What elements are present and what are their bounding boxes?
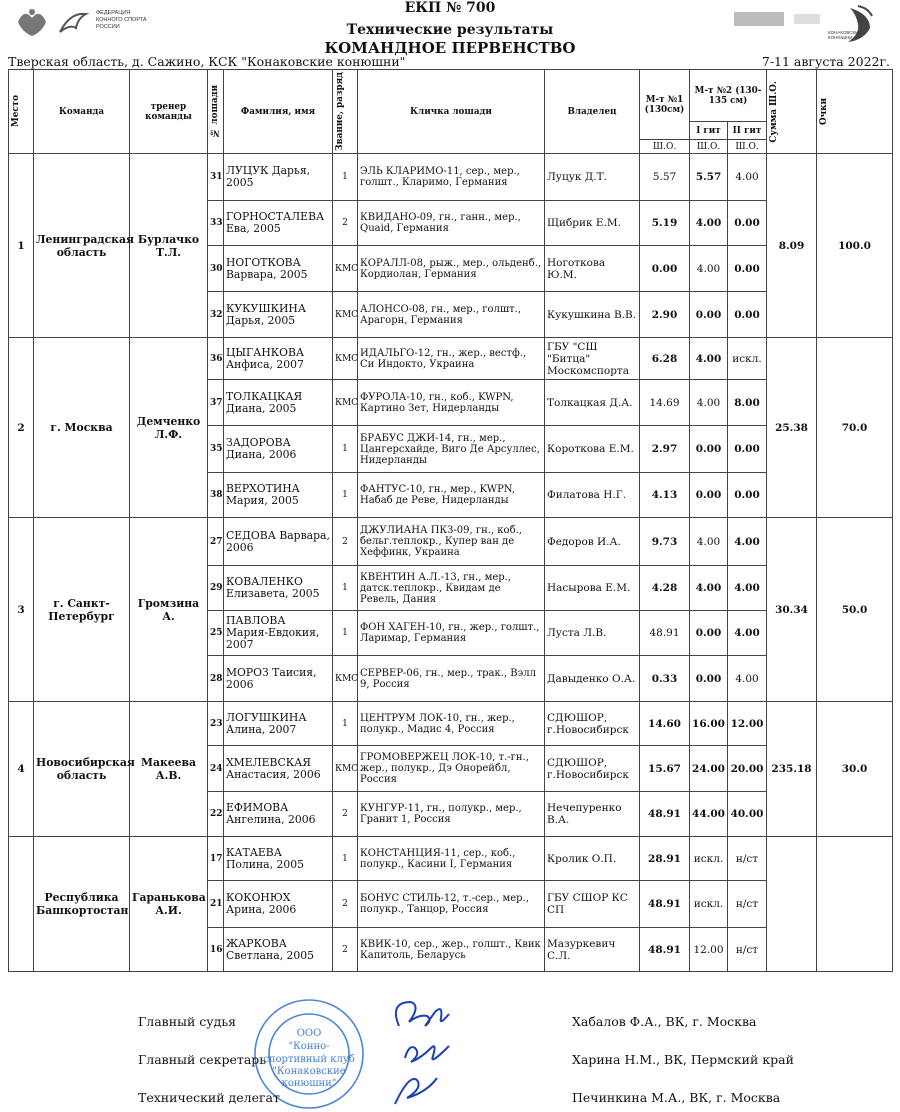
- m2-round2-penalties: 40.00: [728, 792, 767, 837]
- horse-info: КОНСТАНЦИЯ-11, сер., коб., полукр., Касини I, Германия: [358, 837, 545, 881]
- col-sum: Сумма Ш.О.: [767, 70, 817, 154]
- rider-name: ЕФИМОВА Ангелина, 2006: [224, 792, 333, 837]
- horse-number: 28: [208, 656, 224, 702]
- svg-text:РОССИИ: РОССИИ: [96, 24, 120, 30]
- team-points: [817, 837, 893, 972]
- col-points: Очки: [817, 70, 893, 154]
- team-coach: Макеева А.В.: [130, 702, 208, 837]
- horse-info: ИДАЛЬГО-12, гн., жер., вестф., Си Индокто, Украина: [358, 338, 545, 380]
- horse-owner: Давыденко О.А.: [545, 656, 640, 702]
- m1-penalties: 48.91: [640, 611, 690, 656]
- svg-text:конюшни": конюшни": [281, 1078, 337, 1089]
- event-dates: 7-11 августа 2022г.: [761, 54, 890, 69]
- col-m1-unit: Ш.О.: [640, 140, 690, 154]
- rider-rank: КМС: [333, 338, 358, 380]
- horse-owner: Мазуркевич С.Л.: [545, 928, 640, 972]
- horse-number: 37: [208, 380, 224, 426]
- col-place: Место: [9, 70, 34, 154]
- title-block: [230, 0, 670, 57]
- rider-rank: 2: [333, 792, 358, 837]
- horse-info: КОРАЛЛ-08, рыж., мер., ольденб., Кордиолан, Германия: [358, 246, 545, 292]
- horse-number: 33: [208, 201, 224, 246]
- horse-info: ФОН ХАГЕН-10, гн., жер., голшт., Ларимар, Германия: [358, 611, 545, 656]
- horse-owner: СДЮШОР, г.Новосибирск: [545, 746, 640, 792]
- m2-round2-penalties: 0.00: [728, 201, 767, 246]
- horse-owner: СДЮШОР, г.Новосибирск: [545, 702, 640, 746]
- m2-round2-penalties: н/ст: [728, 837, 767, 881]
- col-horse-no: № лошади: [208, 70, 224, 154]
- col-r1-unit: Ш.О.: [690, 140, 728, 154]
- horse-info: ЦЕНТРУМ ЛОК-10, гн., жер., полукр., Мадис 4, Россия: [358, 702, 545, 746]
- team-points: 50.0: [817, 518, 893, 702]
- horse-number: 16: [208, 928, 224, 972]
- horse-info: КУНГУР-11, гн., полукр., мер., Гранит 1, Россия: [358, 792, 545, 837]
- m1-penalties: 2.90: [640, 292, 690, 338]
- team-place: 4: [9, 702, 34, 837]
- m2-round2-penalties: 4.00: [728, 611, 767, 656]
- horse-info: КВЕНТИН А.Л.-13, гн., мер., датск.теплокр., Квидам де Ревель, Дания: [358, 566, 545, 611]
- rider-rank: 1: [333, 837, 358, 881]
- col-r2-unit: Ш.О.: [728, 140, 767, 154]
- team-name: Новосибирская область: [34, 702, 130, 837]
- svg-text:"Конаковские: "Конаковские: [272, 1066, 346, 1077]
- m2-round2-penalties: 4.00: [728, 566, 767, 611]
- m1-penalties: 4.28: [640, 566, 690, 611]
- results-body: [9, 154, 893, 972]
- signatures: [385, 996, 495, 1112]
- rider-rank: 2: [333, 881, 358, 928]
- rider-rank: 1: [333, 426, 358, 473]
- horse-number: 22: [208, 792, 224, 837]
- official-chief-judge: Хабалов Ф.А., ВК, г. Москва: [572, 1014, 757, 1029]
- rider-rank: КМС: [333, 246, 358, 292]
- m2-round2-penalties: 12.00: [728, 702, 767, 746]
- m2-round2-penalties: 20.00: [728, 746, 767, 792]
- horse-number: 23: [208, 702, 224, 746]
- federation-logo-text: ФЕДЕРАЦИЯ: [96, 10, 131, 16]
- m2-round2-penalties: 4.00: [728, 154, 767, 201]
- horse-owner: Филатова Н.Г.: [545, 473, 640, 518]
- m2-round1-penalties: 0.00: [690, 473, 728, 518]
- venue: Тверская область, д. Сажино, КСК "Конаковские конюшни": [8, 54, 406, 69]
- m1-penalties: 15.67: [640, 746, 690, 792]
- horse-number: 21: [208, 881, 224, 928]
- team-name: г. Москва: [34, 338, 130, 518]
- rider-name: МОРОЗ Таисия, 2006: [224, 656, 333, 702]
- rider-rank: КМС: [333, 380, 358, 426]
- rider-rank: 1: [333, 702, 358, 746]
- horse-owner: Луцук Д.Т.: [545, 154, 640, 201]
- m2-round2-penalties: 4.00: [728, 656, 767, 702]
- team-coach: Гаранькова А.И.: [130, 837, 208, 972]
- m1-penalties: 48.91: [640, 881, 690, 928]
- rider-name: КОКОНЮХ Арина, 2006: [224, 881, 333, 928]
- m2-round1-penalties: 4.00: [690, 380, 728, 426]
- svg-text:спортивный клуб: спортивный клуб: [263, 1054, 355, 1065]
- horse-info: БОНУС СТИЛЬ-12, т.-сер., мер., полукр., Танцор, Россия: [358, 881, 545, 928]
- horse-owner: Ноготкова Ю.М.: [545, 246, 640, 292]
- team-sum: 25.38: [767, 338, 817, 518]
- m2-round2-penalties: 0.00: [728, 426, 767, 473]
- m1-penalties: 28.91: [640, 837, 690, 881]
- team-sum: 8.09: [767, 154, 817, 338]
- rider-rank: 2: [333, 201, 358, 246]
- horse-owner: ГБУ СШОР КС СП: [545, 881, 640, 928]
- team-points: 30.0: [817, 702, 893, 837]
- horse-number: 24: [208, 746, 224, 792]
- col-team: Команда: [34, 70, 130, 154]
- rider-name: СЕДОВА Варвара, 2006: [224, 518, 333, 566]
- m2-round2-penalties: 0.00: [728, 473, 767, 518]
- m2-round1-penalties: 4.00: [690, 566, 728, 611]
- table-row: [9, 837, 893, 881]
- m2-round1-penalties: 5.57: [690, 154, 728, 201]
- rider-rank: 1: [333, 154, 358, 201]
- rider-name: КАТАЕВА Полина, 2005: [224, 837, 333, 881]
- team-points: 100.0: [817, 154, 893, 338]
- horse-number: 36: [208, 338, 224, 380]
- horse-owner: Насырова Е.М.: [545, 566, 640, 611]
- team-name: Ленинградская область: [34, 154, 130, 338]
- federation-logo: [12, 4, 202, 40]
- m2-round2-penalties: 0.00: [728, 292, 767, 338]
- team-sum: [767, 837, 817, 972]
- club-logo: [732, 2, 892, 46]
- rider-name: ЦЫГАНКОВА Анфиса, 2007: [224, 338, 333, 380]
- m1-penalties: 4.13: [640, 473, 690, 518]
- m2-round1-penalties: 12.00: [690, 928, 728, 972]
- m1-penalties: 5.57: [640, 154, 690, 201]
- m2-round1-penalties: 0.00: [690, 426, 728, 473]
- m2-round1-penalties: 0.00: [690, 611, 728, 656]
- horse-info: КВИДАНО-09, гн., ганн., мер., Quaid, Германия: [358, 201, 545, 246]
- m2-round1-penalties: 4.00: [690, 246, 728, 292]
- horse-owner: Нечепуренко В.А.: [545, 792, 640, 837]
- rider-name: ЗАДОРОВА Диана, 2006: [224, 426, 333, 473]
- team-coach: Демченко Л.Ф.: [130, 338, 208, 518]
- col-m2-round1: I гит: [690, 122, 728, 140]
- rider-rank: 1: [333, 611, 358, 656]
- team-name: Республика Башкортостан: [34, 837, 130, 972]
- rider-name: НОГОТКОВА Варвара, 2005: [224, 246, 333, 292]
- m2-round2-penalties: н/ст: [728, 881, 767, 928]
- svg-text:КОННОГО СПОРТА: КОННОГО СПОРТА: [96, 17, 147, 23]
- col-coach: тренер команды: [130, 70, 208, 154]
- svg-text:КОНЮШНИ: КОНЮШНИ: [828, 35, 853, 40]
- col-m2: М-т №2 (130-135 см): [690, 70, 767, 122]
- rider-name: ВЕРХОТИНА Мария, 2005: [224, 473, 333, 518]
- m2-round1-penalties: 4.00: [690, 338, 728, 380]
- horse-number: 32: [208, 292, 224, 338]
- m2-round2-penalties: н/ст: [728, 928, 767, 972]
- m1-penalties: 14.69: [640, 380, 690, 426]
- horse-info: ЭЛЬ КЛАРИМО-11, сер., мер., голшт., Кларимо, Германия: [358, 154, 545, 201]
- m2-round1-penalties: искл.: [690, 837, 728, 881]
- col-rank: Звание, разряд: [333, 70, 358, 154]
- official-chief-secretary: Харина Н.М., ВК, Пермский край: [572, 1052, 794, 1067]
- team-name: г. Санкт-Петербург: [34, 518, 130, 702]
- rider-rank: 2: [333, 518, 358, 566]
- horse-number: 25: [208, 611, 224, 656]
- rider-rank: 1: [333, 473, 358, 518]
- col-rider: Фамилия, имя: [224, 70, 333, 154]
- role-chief-judge: Главный судья: [138, 1014, 237, 1029]
- rider-name: ЛОГУШКИНА Алина, 2007: [224, 702, 333, 746]
- m1-penalties: 48.91: [640, 792, 690, 837]
- rider-name: ПАВЛОВА Мария-Евдокия, 2007: [224, 611, 333, 656]
- m1-penalties: 6.28: [640, 338, 690, 380]
- m2-round1-penalties: 4.00: [690, 201, 728, 246]
- table-row: [9, 338, 893, 380]
- results-table: [8, 69, 893, 972]
- horse-number: 29: [208, 566, 224, 611]
- m1-penalties: 5.19: [640, 201, 690, 246]
- horse-info: ДЖУЛИАНА ПКЗ-09, гн., коб., бельг.теплокр., Купер ван де Хеффинк, Украина: [358, 518, 545, 566]
- m1-penalties: 48.91: [640, 928, 690, 972]
- m1-penalties: 0.33: [640, 656, 690, 702]
- m2-round1-penalties: 4.00: [690, 518, 728, 566]
- horse-number: 17: [208, 837, 224, 881]
- m2-round1-penalties: 0.00: [690, 656, 728, 702]
- svg-text:"Конно-: "Конно-: [288, 1041, 330, 1052]
- col-m1: М-т №1 (130см): [640, 70, 690, 140]
- rider-name: ТОЛКАЦКАЯ Диана, 2005: [224, 380, 333, 426]
- svg-text:ООО: ООО: [296, 1028, 322, 1039]
- rider-rank: КМС: [333, 746, 358, 792]
- m2-round1-penalties: 0.00: [690, 292, 728, 338]
- col-owner: Владелец: [545, 70, 640, 154]
- table-row: [9, 518, 893, 566]
- rider-name: ГОРНОСТАЛЕВА Ева, 2005: [224, 201, 333, 246]
- team-sum: 235.18: [767, 702, 817, 837]
- table-row: [9, 154, 893, 201]
- rider-rank: 1: [333, 566, 358, 611]
- horse-number: 27: [208, 518, 224, 566]
- m2-round2-penalties: 8.00: [728, 380, 767, 426]
- horse-info: БРАБУС ДЖИ-14, гн., мер., Цангерсхайде, Виго Де Арсуллес, Нидерланды: [358, 426, 545, 473]
- horse-info: ФАНТУС-10, гн., мер., KWPN, Набаб де Реве, Нидерланды: [358, 473, 545, 518]
- col-m2-round2: II гит: [728, 122, 767, 140]
- horse-info: СЕРВЕР-06, гн., мер., трак., Вэлл 9, Россия: [358, 656, 545, 702]
- official-technical-delegate: Печинкина М.А., ВК, г. Москва: [572, 1090, 781, 1105]
- horse-owner: Толкацкая Д.А.: [545, 380, 640, 426]
- horse-number: 38: [208, 473, 224, 518]
- m2-round2-penalties: 4.00: [728, 518, 767, 566]
- horse-owner: Щибрик Е.М.: [545, 201, 640, 246]
- horse-info: АЛОНСО-08, гн., мер., голшт., Арагорн, Германия: [358, 292, 545, 338]
- horse-owner: Луста Л.В.: [545, 611, 640, 656]
- m2-round2-penalties: 0.00: [728, 246, 767, 292]
- team-place: 2: [9, 338, 34, 518]
- m1-penalties: 2.97: [640, 426, 690, 473]
- rider-name: ХМЕЛЕВСКАЯ Анастасия, 2006: [224, 746, 333, 792]
- competition-name: КОМАНДНОЕ ПЕРВЕНСТВО: [324, 39, 576, 57]
- team-place: 3: [9, 518, 34, 702]
- rider-rank: КМС: [333, 656, 358, 702]
- rider-rank: 2: [333, 928, 358, 972]
- club-logo-text: КОНАКОВСКИЕ: [828, 30, 862, 35]
- team-place: 1: [9, 154, 34, 338]
- document-header: [0, 0, 900, 70]
- team-sum: 30.34: [767, 518, 817, 702]
- m1-penalties: 9.73: [640, 518, 690, 566]
- rider-name: КОВАЛЕНКО Елизавета, 2005: [224, 566, 333, 611]
- m2-round1-penalties: 44.00: [690, 792, 728, 837]
- horse-owner: Короткова Е.М.: [545, 426, 640, 473]
- horse-owner: Кролик О.П.: [545, 837, 640, 881]
- horse-info: КВИК-10, сер., жер., голшт., Квик Капитоль, Беларусь: [358, 928, 545, 972]
- team-coach: Бурлачко Т.Л.: [130, 154, 208, 338]
- report-type: Технические результаты: [346, 22, 554, 38]
- col-horse: Кличка лошади: [358, 70, 545, 154]
- team-place: [9, 837, 34, 972]
- horse-owner: ГБУ "СШ "Битца" Москомспорта: [545, 338, 640, 380]
- role-chief-secretary: Главный секретарь: [138, 1052, 267, 1067]
- m1-penalties: 14.60: [640, 702, 690, 746]
- rider-name: ЖАРКОВА Светлана, 2005: [224, 928, 333, 972]
- team-points: 70.0: [817, 338, 893, 518]
- rider-rank: КМС: [333, 292, 358, 338]
- team-coach: Громзина А.: [130, 518, 208, 702]
- m1-penalties: 0.00: [640, 246, 690, 292]
- event-code: ЕКП № 700: [404, 0, 496, 16]
- m2-round1-penalties: искл.: [690, 881, 728, 928]
- m2-round2-penalties: искл.: [728, 338, 767, 380]
- horse-number: 31: [208, 154, 224, 201]
- horse-number: 30: [208, 246, 224, 292]
- m2-round1-penalties: 16.00: [690, 702, 728, 746]
- table-row: [9, 702, 893, 746]
- rider-name: КУКУШКИНА Дарья, 2005: [224, 292, 333, 338]
- horse-owner: Кукушкина В.В.: [545, 292, 640, 338]
- rider-name: ЛУЦУК Дарья, 2005: [224, 154, 333, 201]
- m2-round1-penalties: 24.00: [690, 746, 728, 792]
- horse-owner: Федоров И.А.: [545, 518, 640, 566]
- horse-info: ГРОМОВЕРЖЕЦ ЛОК-10, т.-гн., жер., полукр., Дэ Онорейбл, Россия: [358, 746, 545, 792]
- horse-number: 35: [208, 426, 224, 473]
- role-technical-delegate: Технический делегат: [138, 1090, 280, 1105]
- horse-info: ФУРОЛА-10, гн., коб., KWPN, Картино Зет, Нидерланды: [358, 380, 545, 426]
